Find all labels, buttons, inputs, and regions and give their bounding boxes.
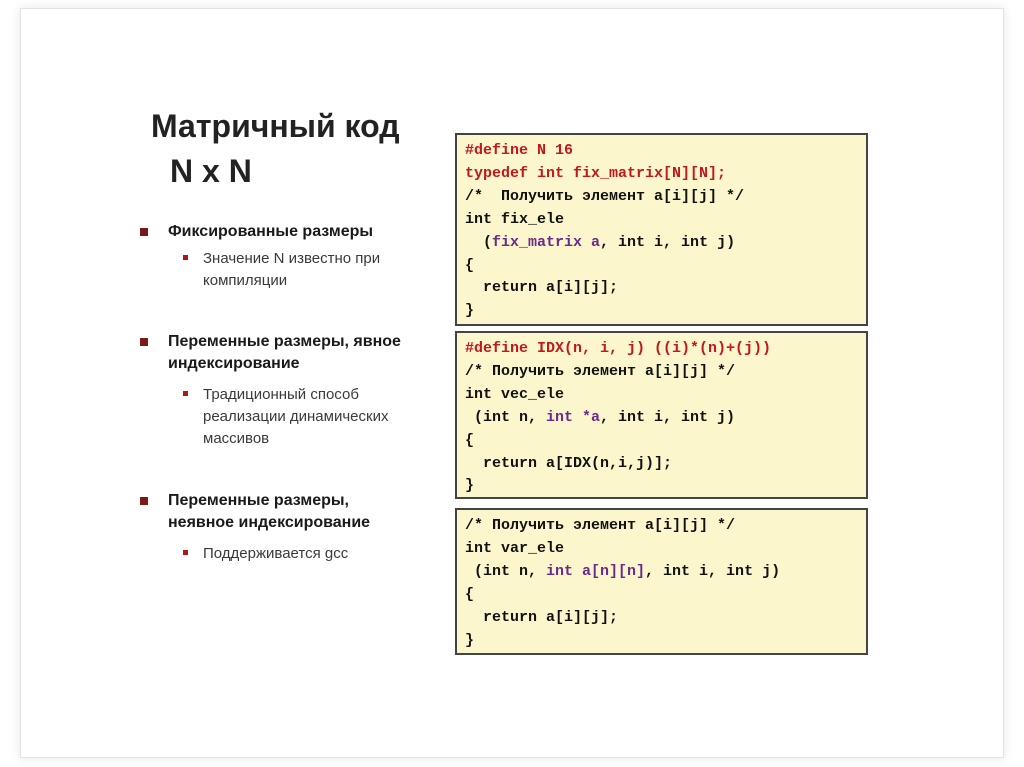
code-line — [465, 300, 858, 323]
code-token: return a[IDX(n,i,j)]; — [465, 454, 673, 472]
code-line — [465, 561, 858, 584]
sub-bullet-line: Традиционный способ — [203, 386, 359, 403]
code-box-var-ele — [455, 508, 868, 655]
code-token: { — [465, 256, 475, 274]
bullet-square-icon — [140, 497, 148, 505]
code-line — [465, 232, 858, 255]
code-line — [465, 338, 858, 361]
code-token: int var_ele — [465, 539, 565, 557]
code-token: , int i, int j) — [600, 233, 736, 251]
code-line — [465, 361, 858, 384]
code-line — [465, 515, 858, 538]
code-token: { — [465, 585, 475, 603]
code-token: { — [465, 431, 475, 449]
bullet-square-icon — [140, 338, 148, 346]
bullet-text: Переменные размеры, — [168, 492, 349, 509]
code-line — [465, 163, 858, 186]
code-token: , int i, int j) — [600, 408, 736, 426]
code-line — [465, 475, 858, 498]
code-line — [465, 538, 858, 561]
code-token: (int n, — [465, 408, 547, 426]
code-line — [465, 384, 858, 407]
bullet-variable-explicit — [140, 331, 401, 375]
code-token: (int n, — [465, 562, 547, 580]
sub-bullet — [183, 384, 388, 450]
sub-bullet — [183, 543, 348, 565]
bullet-variable-implicit — [140, 490, 370, 534]
code-token: , int i, int j) — [645, 562, 781, 580]
sub-bullet-line: Значение N известно при — [203, 250, 381, 267]
code-token: #define N 16 — [465, 142, 574, 159]
sub-bullet-line: Поддерживается gcc — [203, 545, 349, 562]
code-token: int fix_ele — [465, 210, 565, 228]
code-line — [465, 407, 858, 430]
code-line — [465, 186, 858, 209]
code-token: return a[i][j]; — [465, 279, 619, 297]
code-line — [465, 630, 858, 653]
bullet-text: Переменные размеры, явное — [168, 333, 401, 350]
bullet-fixed-size — [140, 221, 373, 243]
code-line — [465, 255, 858, 278]
code-token: return a[i][j]; — [465, 608, 619, 626]
code-token: typedef int fix_matrix[N][N]; — [465, 164, 727, 182]
code-box-vec-ele — [455, 331, 868, 499]
bullet-square-icon — [140, 228, 148, 236]
code-token: /* Получить элемент a[i][j] */ — [465, 517, 736, 534]
bullet-text: индексирование — [168, 355, 300, 372]
sub-bullet-line: реализации динамических — [203, 408, 389, 425]
code-token: } — [465, 302, 475, 320]
code-token: int *a — [546, 408, 601, 426]
code-box-fix-matrix — [455, 133, 868, 326]
code-token: /* Получить элемент a[i][j] */ — [465, 187, 745, 205]
sub-bullet-line: компиляции — [203, 272, 288, 289]
title-line-2: N x N — [170, 153, 252, 189]
code-line — [465, 430, 858, 453]
code-token: } — [465, 631, 475, 649]
code-line — [465, 277, 858, 300]
code-token: int a[n][n] — [546, 562, 646, 580]
sub-bullet-square-icon — [183, 391, 188, 396]
code-line — [465, 584, 858, 607]
code-line — [465, 453, 858, 476]
code-token: ( — [465, 233, 493, 251]
code-token: int vec_ele — [465, 385, 565, 403]
sub-bullet-square-icon — [183, 255, 188, 260]
sub-bullet-square-icon — [183, 550, 188, 555]
code-line — [465, 607, 858, 630]
bullet-text: Фиксированные размеры — [168, 223, 374, 240]
sub-bullet — [183, 248, 380, 292]
title-line-1: Матричный код — [151, 108, 400, 144]
code-token: } — [465, 477, 475, 495]
code-line — [465, 140, 858, 163]
code-line — [465, 209, 858, 232]
code-token: /* Получить элемент a[i][j] */ — [465, 362, 736, 380]
bullet-text: неявное индексирование — [168, 514, 371, 531]
code-token: fix_matrix a — [492, 233, 601, 251]
code-token: #define IDX(n, i, j) ((i)*(n)+(j)) — [465, 340, 772, 357]
slide-title — [151, 104, 451, 194]
sub-bullet-line: массивов — [203, 430, 270, 447]
